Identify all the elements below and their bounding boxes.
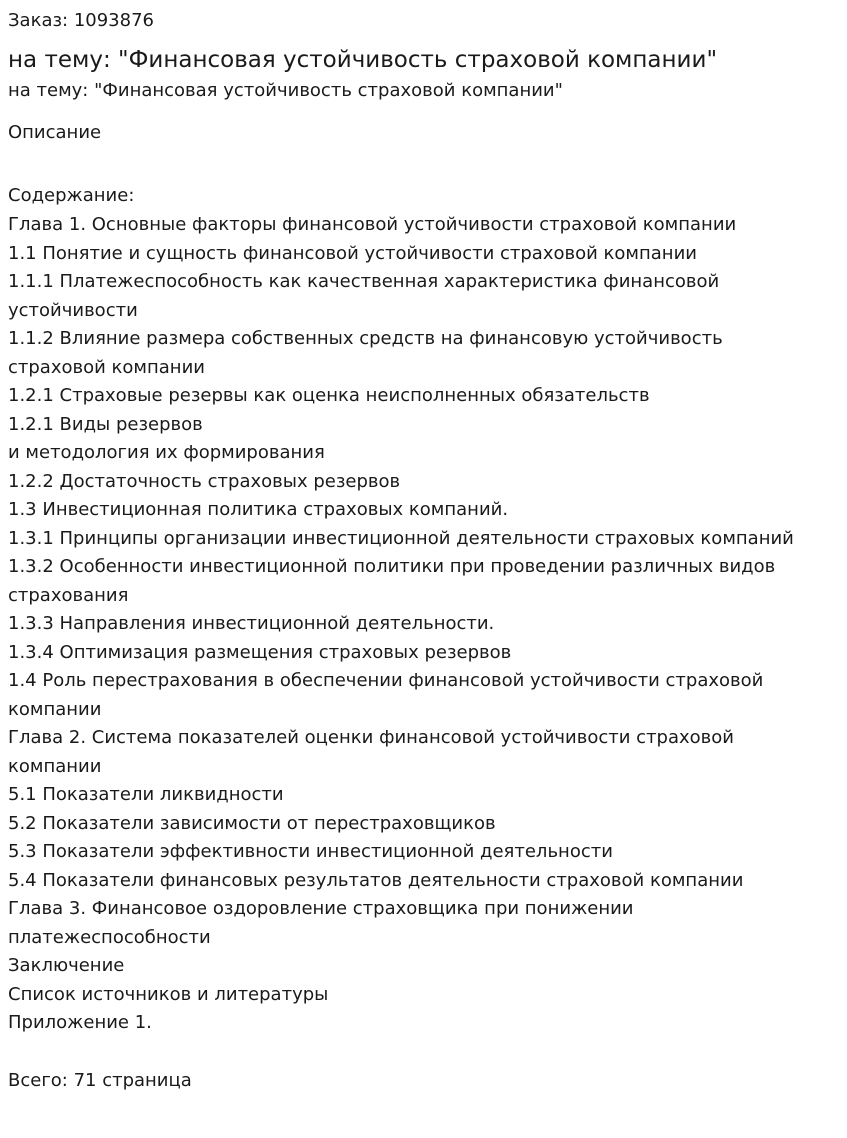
toc-item: 1.2.1 Страховые резервы как оценка неисполненных обязательств: [8, 385, 650, 406]
table-of-contents: [8, 211, 843, 1038]
toc-item: 1.1.1 Платежеспособность как качественная характеристика финансовой устойчивости: [8, 271, 720, 321]
toc-item: 1.1 Понятие и сущность финансовой устойчивости страховой компании: [8, 242, 697, 264]
description-label: Описание: [8, 122, 102, 143]
toc-item: 5.1 Показатели ликвидности: [8, 784, 284, 805]
toc-item: 1.3.2 Особенности инвестиционной политики при проведении различных видов страхования: [8, 556, 776, 606]
toc-item: Глава 1. Основные факторы финансовой устойчивости страховой компании: [8, 214, 737, 235]
page-subtitle: на тему: "Финансовая устойчивость страховой компании": [8, 80, 563, 101]
toc-item: 5.2 Показатели зависимости от перестраховщиков: [8, 812, 496, 834]
toc-item: Глава 2. Система показателей оценки финансовой устойчивости страховой компании: [8, 727, 734, 777]
contents-label: Содержание:: [8, 185, 135, 206]
toc-item: 1.2.1 Виды резервов и методология их формирования: [8, 413, 325, 463]
toc-item: 1.3 Инвестиционная политика страховых компаний.: [8, 499, 509, 520]
toc-item: Приложение 1.: [8, 1012, 152, 1033]
toc-item: 1.1.2 Влияние размера собственных средств на финансовую устойчивость страховой компании: [8, 328, 723, 378]
toc-item: 1.4 Роль перестрахования в обеспечении финансовой устойчивости страховой компании: [8, 670, 764, 720]
toc-item: 1.3.4 Оптимизация размещения страховых резервов: [8, 641, 512, 663]
order-number: Заказ: 1093876: [8, 10, 154, 31]
toc-item: 1.3.1 Принципы организации инвестиционной деятельности страховых компаний: [8, 527, 794, 549]
page-title: на тему: "Финансовая устойчивость страховой компании": [8, 47, 718, 73]
toc-item: Заключение: [8, 955, 125, 976]
toc-item: Список источников и литературы: [8, 983, 329, 1005]
toc-item: Глава 3. Финансовое оздоровление страховщика при понижении платежеспособности: [8, 898, 634, 948]
toc-item: 1.2.2 Достаточность страховых резервов: [8, 470, 401, 492]
toc-item: 1.3.3 Направления инвестиционной деятельности.: [8, 613, 495, 634]
total-pages: Всего: 71 страница: [8, 1069, 192, 1091]
toc-item: 5.3 Показатели эффективности инвестиционной деятельности: [8, 841, 613, 862]
toc-item: 5.4 Показатели финансовых результатов деятельности страховой компании: [8, 869, 744, 891]
